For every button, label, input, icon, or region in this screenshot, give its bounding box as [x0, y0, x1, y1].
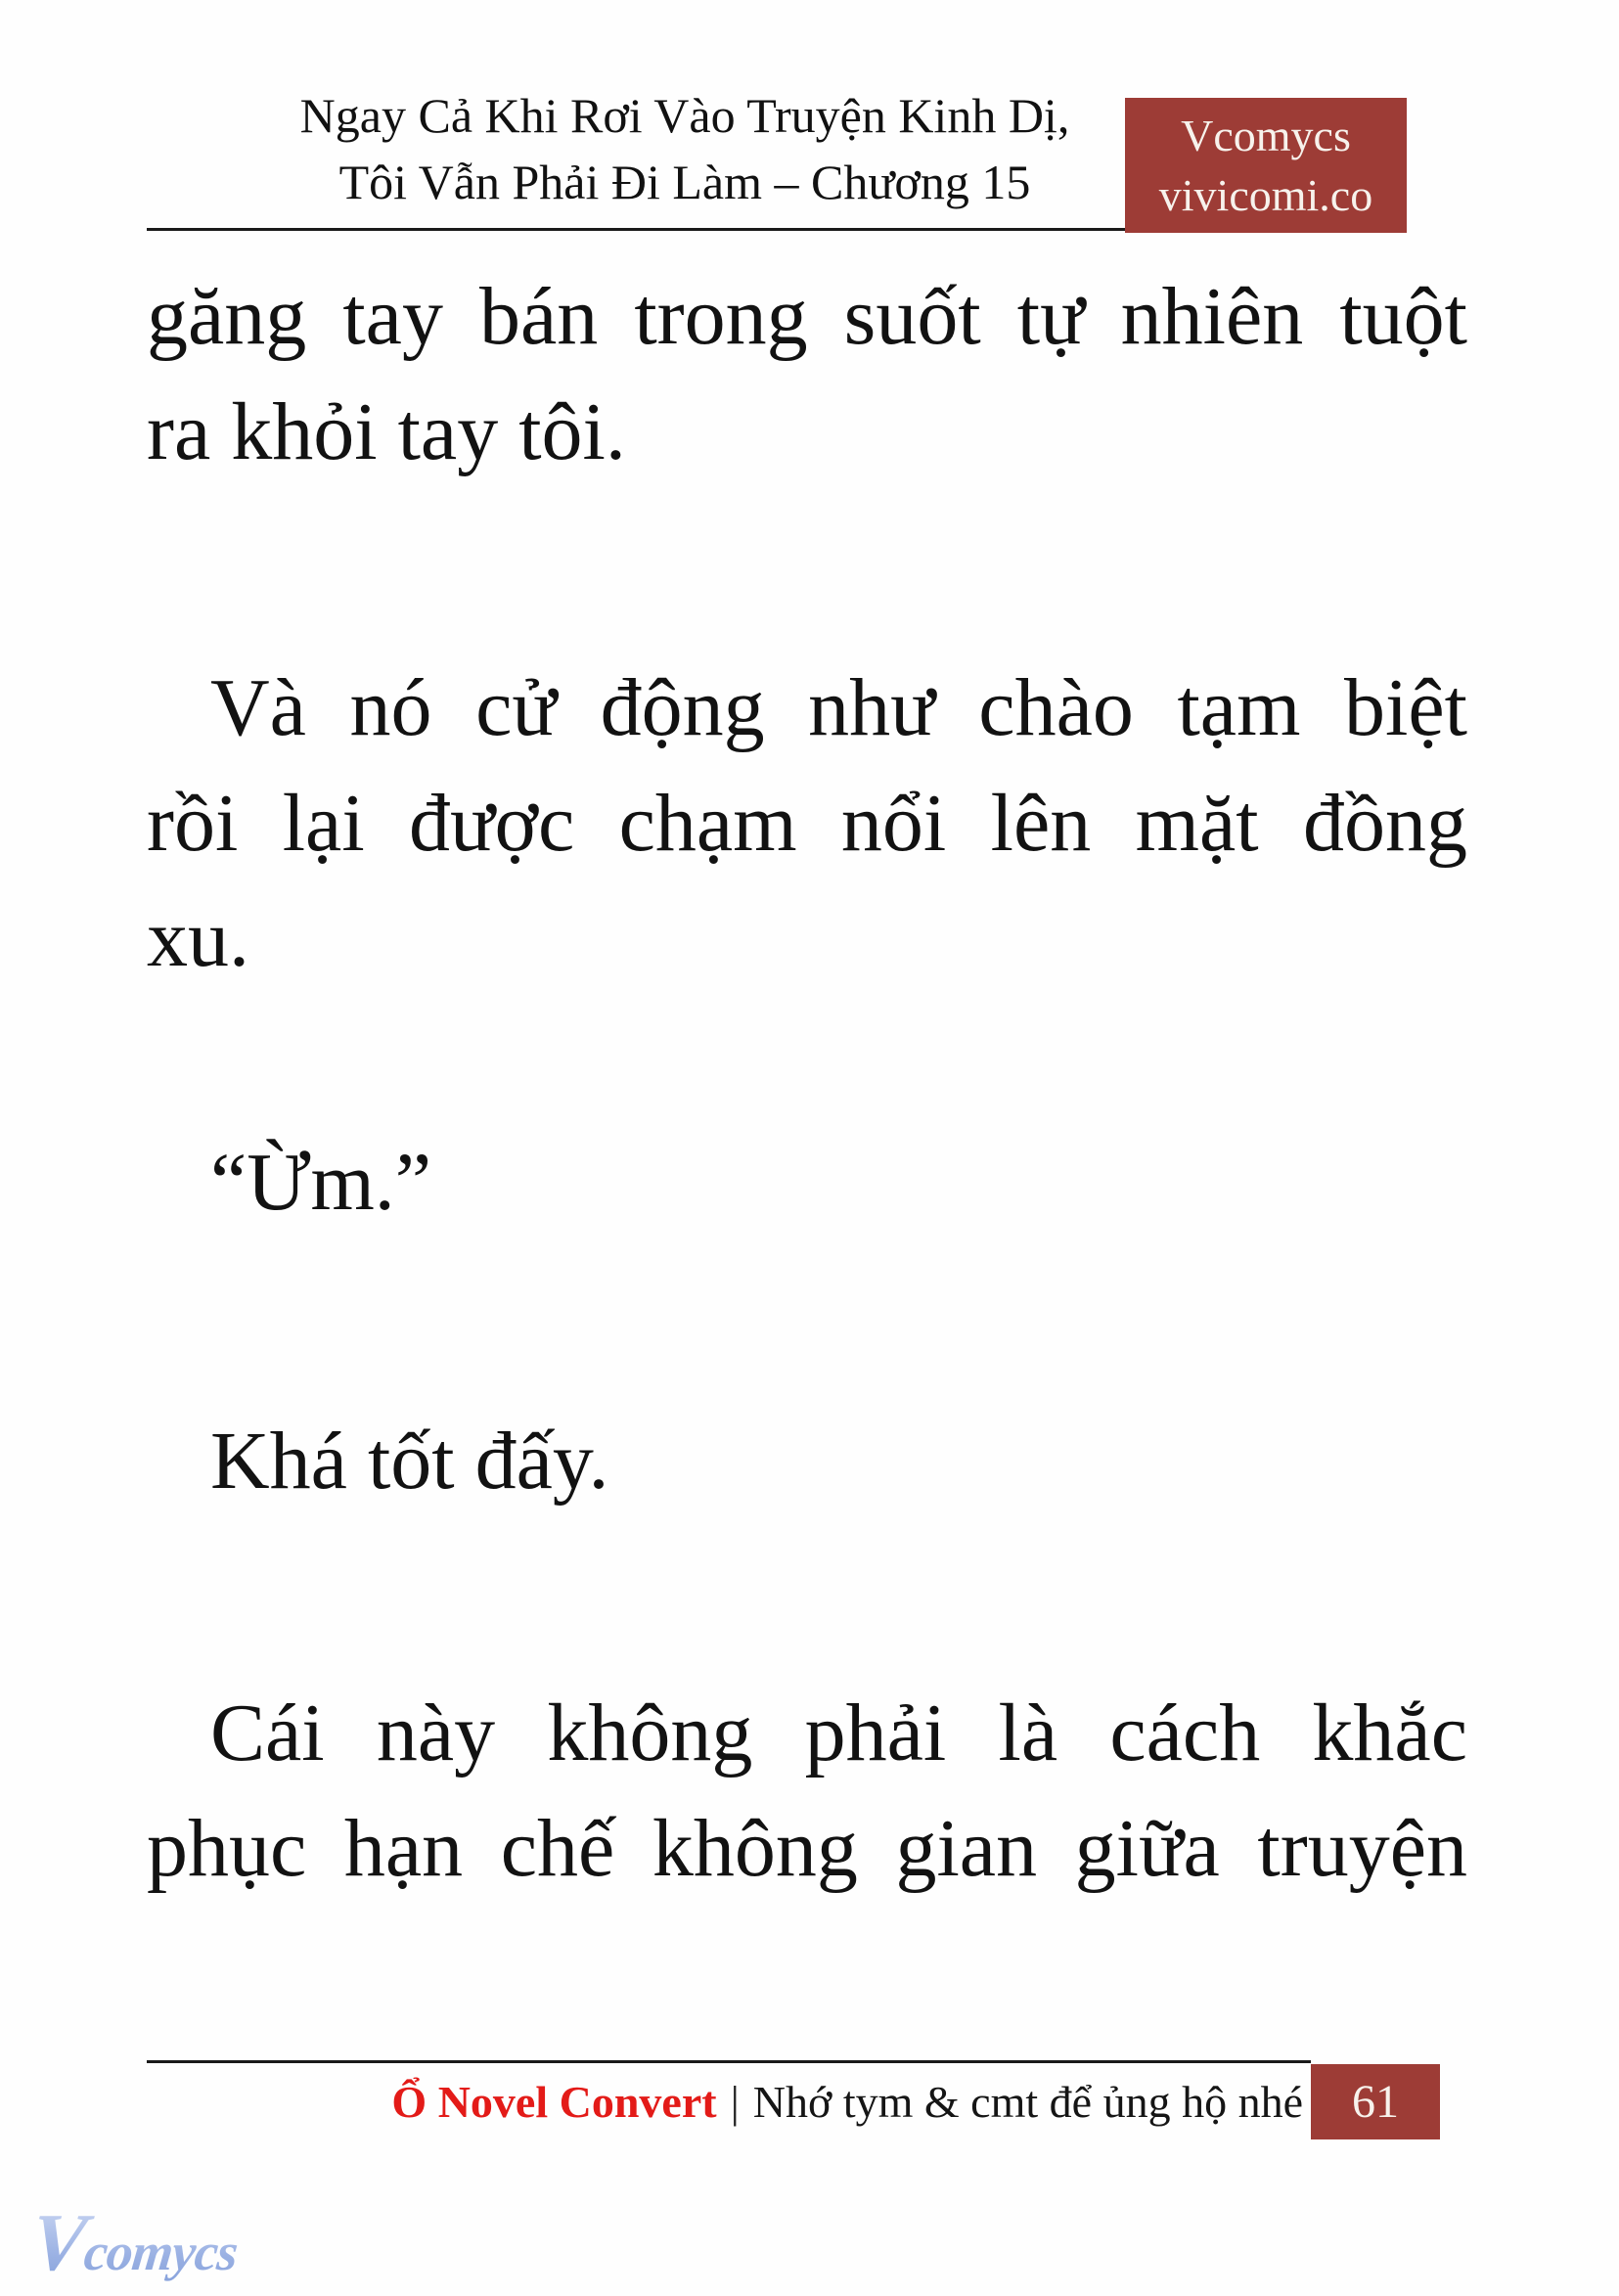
- footer-credit: [147, 2072, 1303, 2133]
- text-line: phục hạn chế không gian giữa truyện: [147, 1803, 1467, 1894]
- watermark-logo: Vcomycs: [26, 2199, 330, 2296]
- paragraph-5: [147, 1676, 1467, 1907]
- page-body: [147, 259, 1467, 1907]
- text-line: rồi lại được chạm nổi lên mặt đồng: [147, 778, 1467, 869]
- footer-divider: [147, 2060, 1311, 2063]
- brand-site: vivicomi.co: [1158, 170, 1373, 220]
- paragraph-2: [147, 651, 1467, 997]
- footer-brand: Ổ Novel Convert: [391, 2077, 717, 2127]
- footer-note: Nhớ tym & cmt để ủng hộ nhé: [752, 2077, 1303, 2127]
- text-line: Khá tốt đấy.: [210, 1416, 609, 1507]
- chapter-title-line1: Ngay Cả Khi Rơi Vào Truyện Kinh Dị,: [299, 88, 1070, 143]
- paragraph-3: [147, 1125, 1467, 1240]
- text-line: Và nó cử động như chào tạm biệt: [210, 662, 1467, 753]
- text-line: ra khỏi tay tôi.: [147, 386, 626, 477]
- chapter-title-line2: Tôi Vẫn Phải Đi Làm – Chương 15: [338, 155, 1031, 209]
- text-line: xu.: [147, 893, 249, 984]
- page-number: 61: [1352, 2076, 1399, 2128]
- text-line: găng tay bán trong suốt tự nhiên tuột: [147, 271, 1467, 362]
- brand-name: Vcomycs: [1181, 111, 1351, 160]
- text-line: “Ừm.”: [210, 1137, 432, 1228]
- paragraph-1: [147, 259, 1467, 490]
- page-number-box: [1311, 2064, 1440, 2139]
- page-header-title: [147, 82, 1223, 215]
- header-divider: [147, 228, 1125, 231]
- text-line: Cái này không phải là cách khắc: [210, 1688, 1467, 1778]
- footer-separator: |: [730, 2077, 740, 2127]
- brand-box: [1125, 98, 1407, 233]
- paragraph-4: [147, 1404, 1467, 1519]
